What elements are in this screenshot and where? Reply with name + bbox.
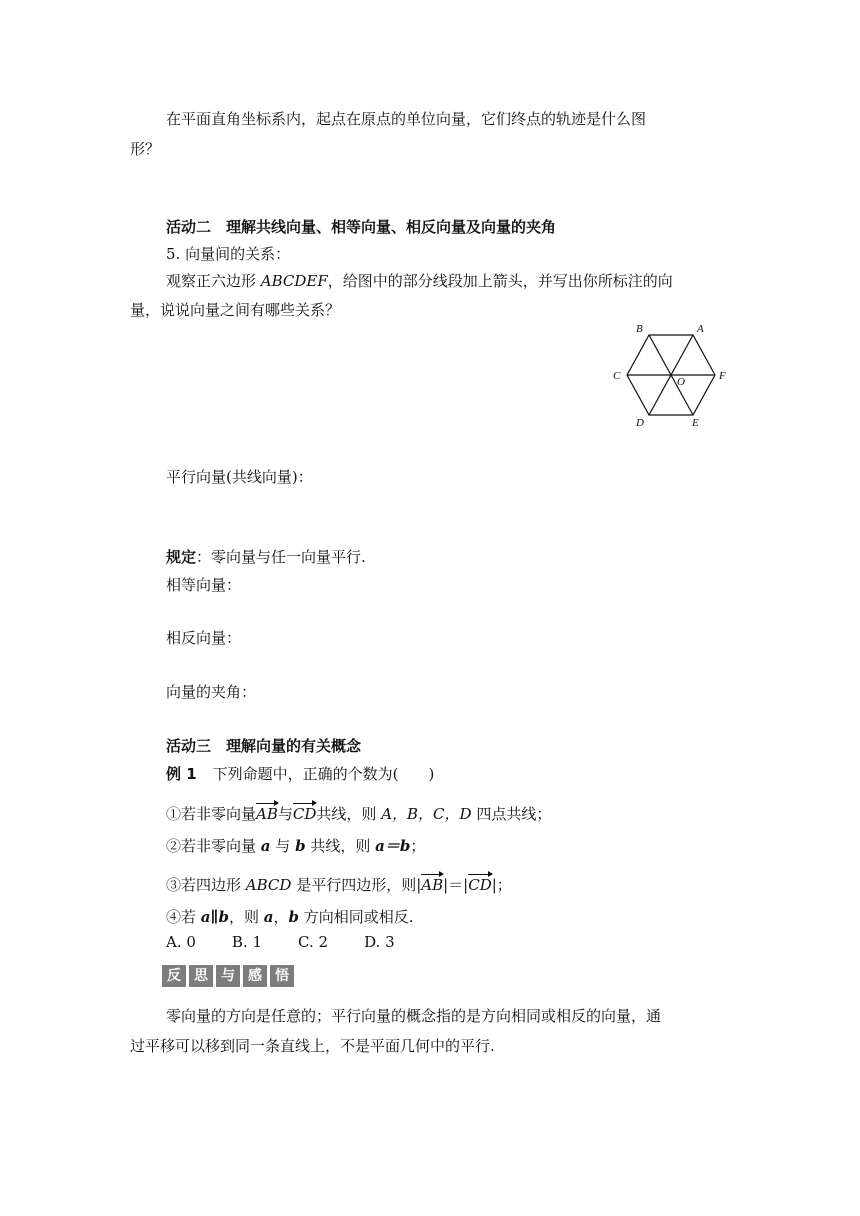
- answer-options: [166, 933, 395, 951]
- option-b[interactable]: B. 1: [231, 933, 263, 951]
- rule-label: 规定: [166, 548, 197, 566]
- reflection-badge: [162, 965, 294, 987]
- p2-text-a: ②若非零向量: [166, 837, 261, 855]
- option-d[interactable]: D. 3: [364, 933, 395, 951]
- vertex-label-b: B: [636, 323, 643, 335]
- p4-text-c: ，: [273, 908, 289, 926]
- intro-question-line1: 在平面直角坐标系内，起点在原点的单位向量，它们终点的轨迹是什么图: [166, 110, 647, 128]
- desc-text-a: 观察正六边形: [166, 272, 261, 290]
- p3-text-d: |；: [491, 876, 512, 894]
- vertex-label-f: F: [719, 370, 726, 382]
- p2-vector-b: b: [295, 837, 306, 855]
- option-c[interactable]: C. 2: [298, 933, 329, 951]
- desc-text-b: ，给图中的部分线段加上箭头，并写出你所标注的向: [327, 272, 673, 290]
- activity2-desc-line1: [166, 270, 673, 291]
- p3-vector-ab: AB: [421, 876, 444, 894]
- intro-question-line2: 形？: [130, 140, 161, 158]
- badge-char-3: 与: [216, 965, 240, 987]
- opposite-vectors-label: 相反向量：: [166, 629, 242, 647]
- activity2-title: 活动二 理解共线向量、相等向量、相反向量及向量的夹角: [166, 218, 557, 236]
- example1-label: 例 1: [166, 765, 197, 783]
- vertex-label-e: E: [692, 417, 699, 429]
- parallel-vectors-label: 平行向量(共线向量)：: [166, 468, 313, 486]
- activity2-desc-line2: 量，说说向量之间有哪些关系？: [130, 301, 341, 319]
- center-label-o: O: [677, 376, 685, 388]
- vertex-label-c: C: [613, 370, 621, 382]
- p2-text-b: 与: [270, 837, 296, 855]
- vector-ab: AB: [256, 805, 278, 823]
- example1-line: [166, 763, 434, 784]
- example1-text: 下列命题中，正确的个数为( ): [212, 765, 435, 783]
- p4-text-a: ④若: [166, 908, 201, 926]
- equal-vectors-label: 相等向量：: [166, 576, 242, 594]
- rule-line: [166, 546, 366, 567]
- p4-vector-b: b: [288, 908, 299, 926]
- p1-text-b: 与: [277, 805, 293, 823]
- proposition-4: [166, 906, 414, 927]
- p1-text-c: 共线，则: [316, 805, 382, 823]
- p4-vector-a: a: [263, 908, 274, 926]
- p3-quadrilateral: ABCD: [245, 876, 292, 894]
- badge-char-5: 悟: [270, 965, 294, 987]
- p2-equation: a＝b: [375, 837, 411, 855]
- activity3-title: 活动三 理解向量的有关概念: [166, 737, 362, 755]
- p3-text-b: 是平行四边形，则|: [291, 876, 422, 894]
- p2-text-d: ；: [410, 837, 426, 855]
- p4-relation: a∥b: [200, 908, 229, 926]
- item5-heading: 5. 向量间的关系：: [166, 245, 291, 263]
- p4-text-d: 方向相同或相反.: [298, 908, 414, 926]
- p3-vector-cd: CD: [468, 876, 492, 894]
- proposition-1: [166, 803, 551, 824]
- p3-text-a: ③若四边形: [166, 876, 246, 894]
- p2-vector-a: a: [260, 837, 271, 855]
- rule-text: ：零向量与任一向量平行.: [196, 548, 366, 566]
- p1-text-a: ①若非零向量: [166, 805, 257, 823]
- p3-text-c: |＝|: [443, 876, 469, 894]
- vertex-label-d: D: [636, 417, 644, 429]
- badge-char-1: 反: [162, 965, 186, 987]
- badge-char-2: 思: [189, 965, 213, 987]
- reflection-line1: 零向量的方向是任意的；平行向量的概念指的是方向相同或相反的向量，通: [166, 1007, 662, 1025]
- vector-angle-label: 向量的夹角：: [166, 683, 257, 701]
- badge-char-4: 感: [243, 965, 267, 987]
- proposition-2: [166, 835, 425, 856]
- vertex-label-a: A: [697, 323, 704, 335]
- p4-text-b: ，则: [228, 908, 264, 926]
- p2-text-c: 共线，则: [305, 837, 376, 855]
- hexagon-figure: [605, 318, 740, 432]
- option-a[interactable]: A. 0: [166, 933, 196, 951]
- vector-cd: CD: [292, 805, 317, 823]
- hexagon-name: ABCDEF: [260, 272, 328, 290]
- p1-text-d: 四点共线；: [471, 805, 552, 823]
- p1-points: A，B，C，D: [381, 805, 472, 823]
- reflection-line2: 过平移可以移到同一条直线上，不是平面几何中的平行.: [130, 1037, 495, 1055]
- proposition-3: [166, 874, 512, 895]
